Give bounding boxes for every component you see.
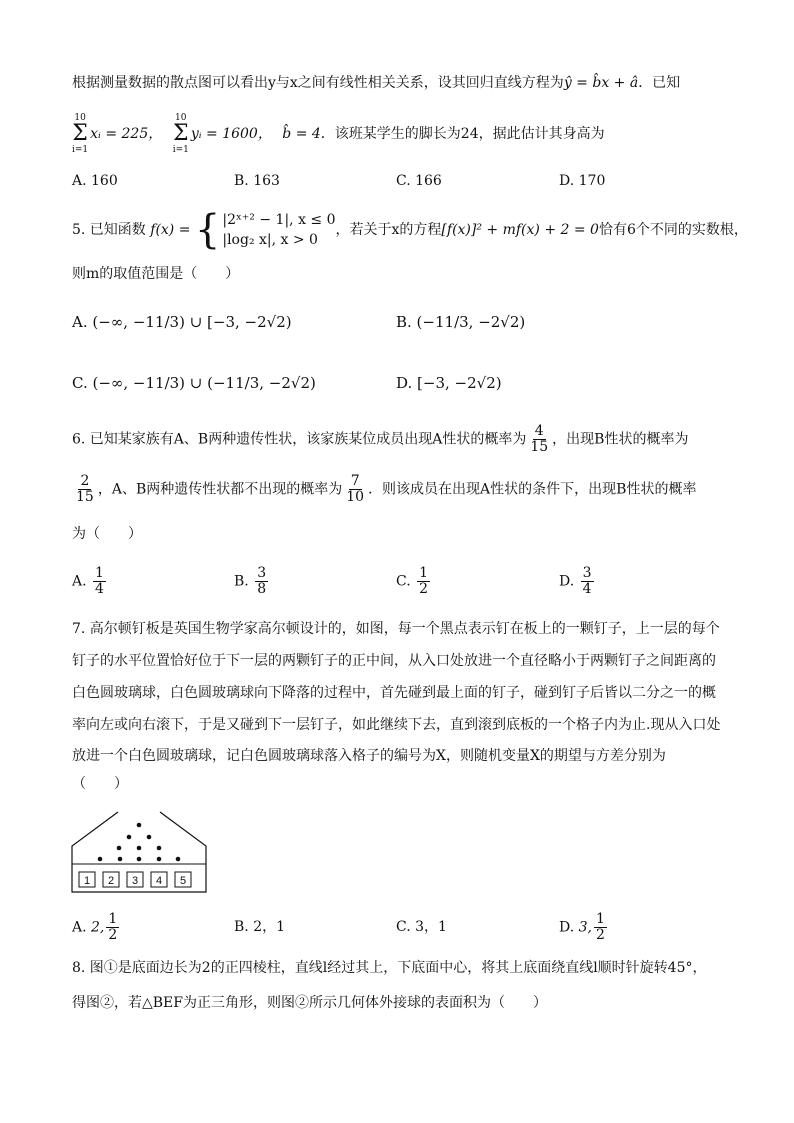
q8-line1: 8. 图①是底面边长为2的正四棱柱，直线l经过其上，下底面中心，将其上底面绕直线l顺时针旋转45°， bbox=[72, 960, 707, 976]
function-f: f(x) = bbox=[150, 222, 191, 238]
slot-2: 2 bbox=[107, 875, 115, 887]
q6-line3: 为（ ） bbox=[72, 526, 142, 542]
q5-equation: [f(x)]² + mf(x) + 2 = 0 bbox=[441, 222, 599, 238]
q4-text: 根据测量数据的散点图可以看出y与x之间有线性相关关系，设其回归直线方程为 bbox=[72, 75, 564, 91]
q6-option-c: C. $\frac{1}{2}$ bbox=[396, 565, 429, 597]
q4-option-c: C. 166 bbox=[396, 173, 442, 189]
q5-option-a: A. (−∞, −11/3) ∪ [−3, −2√2) bbox=[72, 313, 292, 331]
q4-option-a: A. 160 bbox=[72, 173, 118, 189]
q5-line2: 则m的取值范围是（ ） bbox=[72, 266, 240, 282]
prob-a: $\frac{4}{15}$ bbox=[530, 423, 549, 455]
q5-option-b: B. (−11/3, −2√2) bbox=[396, 313, 526, 331]
q4-text-end: ．已知 bbox=[638, 75, 681, 91]
q6-line2: $\frac{2}{15}$ ，A、B两种遗传性状都不出现的概率为 $\frac{7}{10}$ ．则该成员在出现A性状的条件下，出现B性状的概率 bbox=[76, 473, 697, 505]
q5-option-c: C. (−∞, −11/3) ∪ (−11/3, −2√2) bbox=[72, 374, 316, 392]
q7-line6: （ ） bbox=[72, 776, 128, 792]
q5-line1: 5. 已知函数 f(x) = { |2ˣ⁺² − 1|, x ≤ 0 |log₂ x|, x > 0 ，若关于x的方程[f(x)]² + mf(x) + 2 = 0恰有6个不同的实数根， bbox=[72, 207, 748, 253]
q7-option-d: D. 3, $\frac{1}{2}$ bbox=[559, 911, 605, 943]
q4-option-b: B. 163 bbox=[234, 173, 280, 189]
q4-option-d: D. 170 bbox=[559, 173, 606, 189]
slot-5: 5 bbox=[179, 875, 187, 887]
prob-neither: $\frac{7}{10}$ bbox=[346, 473, 365, 505]
q6-option-a: A. $\frac{1}{4}$ bbox=[72, 565, 104, 597]
sum-y: 10 Σ i=1 bbox=[172, 113, 189, 155]
q5-option-d: D. [−3, −2√2) bbox=[396, 374, 502, 392]
q8-line2: 得图②，若△BEF为正三角形，则图②所示几何体外接球的表面积为（ ） bbox=[72, 995, 547, 1011]
slot-1: 1 bbox=[83, 875, 91, 887]
q4-line2: 10 Σ i=1 xᵢ = 225， 10 Σ i=1 yᵢ = 1600， b̂ = 4．该班某学生的脚长为24，据此估计其身高为 bbox=[72, 113, 605, 155]
q6-option-d: D. $\frac{3}{4}$ bbox=[559, 565, 592, 597]
q7-option-c: C. 3，1 bbox=[396, 919, 447, 935]
q7-line5: 放进一个白色圆玻璃球，记白色圆玻璃球落入格子的编号为X，则随机变量X的期望与方差分别为 bbox=[72, 748, 666, 764]
q7-line4: 率向左或向右滚下，于是又碰到下一层钉子，如此继续下去，直到滚到底板的一个格子内为止.现从入口处 bbox=[72, 717, 721, 733]
slot-3: 3 bbox=[131, 875, 139, 887]
q7-option-b: B. 2，1 bbox=[234, 919, 286, 935]
sum-x: 10 Σ i=1 bbox=[72, 113, 89, 155]
galton-board-figure bbox=[70, 808, 210, 894]
q7-line2: 钉子的水平位置恰好位于下一层的两颗钉子的正中间，从入口处放进一个直径略小于两颗钉子之间距离的 bbox=[72, 653, 716, 669]
slope-value: b̂ = 4 bbox=[282, 126, 321, 142]
q7-line1: 7. 高尔顿钉板是英国生物学家高尔顿设计的，如图，每一个黑点表示钉在板上的一颗钉子，上一层的每个 bbox=[72, 621, 720, 637]
regression-equation: ŷ = b̂x + â bbox=[563, 75, 639, 91]
q7-line3: 白色圆玻璃球，白色圆玻璃球向下降落的过程中，首先碰到最上面的钉子，碰到钉子后皆以二分之一的概 bbox=[72, 685, 716, 701]
q6-option-b: B. $\frac{3}{8}$ bbox=[234, 565, 267, 597]
piecewise-function: { |2ˣ⁺² − 1|, x ≤ 0 |log₂ x|, x > 0 bbox=[194, 207, 336, 253]
prob-b: $\frac{2}{15}$ bbox=[76, 473, 94, 505]
q7-option-a: A. 2, $\frac{1}{2}$ bbox=[72, 911, 118, 943]
q6-line1: 6. 已知某家族有A、B两种遗传性状，该家族某位成员出现A性状的概率为 $\frac{4}{15}$ ，出现B性状的概率为 bbox=[72, 423, 689, 455]
q4-line1 bbox=[72, 73, 680, 93]
slot-4: 4 bbox=[155, 875, 163, 887]
